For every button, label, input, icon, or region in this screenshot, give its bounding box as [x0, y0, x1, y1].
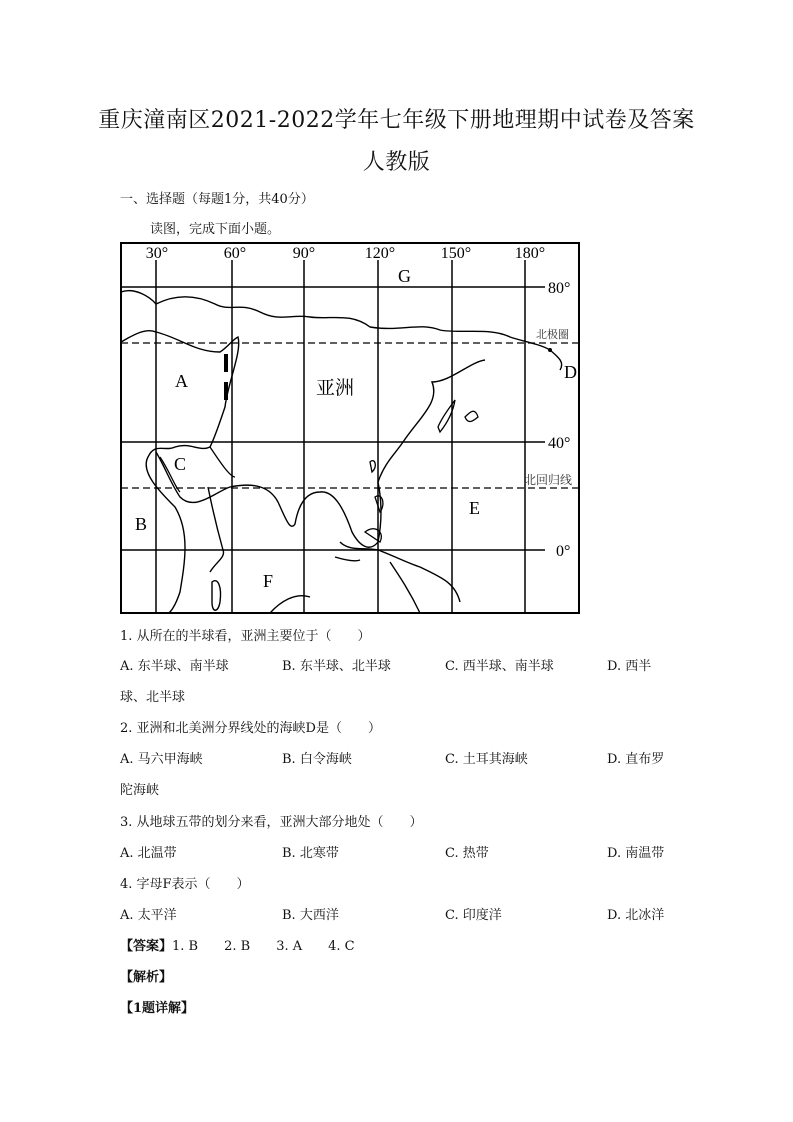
asia-map-figure: [120, 242, 580, 614]
q3-option-b: B. 北寒带: [282, 846, 339, 861]
question-1-stem: 1. 从所在的半球看，亚洲主要位于（ ）: [120, 629, 371, 644]
lat-label-40: 40°: [548, 435, 571, 452]
lat-label-0: 0°: [556, 543, 571, 560]
q1-option-c: C. 西半球、南半球: [445, 659, 554, 674]
q3-option-a: A. 北温带: [120, 846, 177, 861]
question-3-stem: 3. 从地球五带的划分来看，亚洲大部分地处（ ）: [120, 815, 423, 830]
lon-label-60: 60°: [223, 245, 247, 262]
tropic-of-cancer-label: 北回归线: [524, 473, 573, 487]
document-subtitle: 人教版: [362, 150, 431, 175]
q1-option-b: B. 东半球、北半球: [282, 659, 391, 674]
q2-option-b: B. 白令海峡: [282, 752, 352, 767]
instruction-text: 读图，完成下面小题。: [150, 222, 281, 237]
answer-label: 【答案】: [120, 939, 173, 954]
q3-option-c: C. 热带: [445, 846, 489, 861]
lon-label-30: 30°: [145, 245, 169, 262]
region-label-c: C: [174, 454, 187, 474]
region-label-e: E: [469, 498, 480, 518]
asia-label: 亚洲: [316, 377, 355, 399]
question-4-stem: 4. 字母F表示（ ）: [120, 877, 250, 892]
q4-option-c: C. 印度洋: [445, 908, 502, 923]
lon-label-90: 90°: [292, 245, 316, 262]
q2-option-d: D. 直布罗: [607, 752, 665, 767]
section-heading: 一、选择题（每题1分，共40分）: [120, 192, 314, 207]
lon-label-180: 180°: [514, 245, 546, 262]
region-label-g: G: [398, 266, 411, 286]
answer-values: 1. B 2. B 3. A 4. C: [172, 939, 355, 954]
q4-option-d: D. 北冰洋: [607, 908, 665, 923]
q3-option-d: D. 南温带: [607, 846, 665, 861]
region-label-a: A: [175, 371, 188, 391]
question-2-stem: 2. 亚洲和北美洲分界线处的海峡D是（ ）: [120, 721, 381, 736]
region-label-d: D: [564, 362, 577, 382]
q1-option-a: A. 东半球、南半球: [120, 659, 229, 674]
answer-line: [120, 935, 355, 954]
q2-option-a: A. 马六甲海峡: [120, 752, 203, 767]
region-label-f: F: [263, 571, 274, 591]
lon-label-120: 120°: [364, 245, 396, 262]
q4-option-b: B. 大西洋: [282, 908, 339, 923]
arctic-circle-label: 北极圈: [536, 328, 569, 341]
lat-label-80: 80°: [548, 280, 571, 297]
q2-option-c: C. 土耳其海峡: [445, 752, 528, 767]
q1-option-d: D. 西半: [607, 659, 652, 674]
q1-option-d-wrap: 球、北半球: [120, 690, 186, 705]
document-title: 重庆潼南区2021-2022学年七年级下册地理期中试卷及答案: [98, 108, 695, 133]
analysis-heading: 【解析】: [120, 970, 173, 985]
lon-label-150: 150°: [440, 245, 472, 262]
analysis-subheading: 【1题详解】: [120, 1001, 195, 1016]
q4-option-a: A. 太平洋: [120, 908, 177, 923]
region-label-b: B: [135, 514, 148, 534]
q2-option-d-wrap: 陀海峡: [120, 783, 160, 798]
